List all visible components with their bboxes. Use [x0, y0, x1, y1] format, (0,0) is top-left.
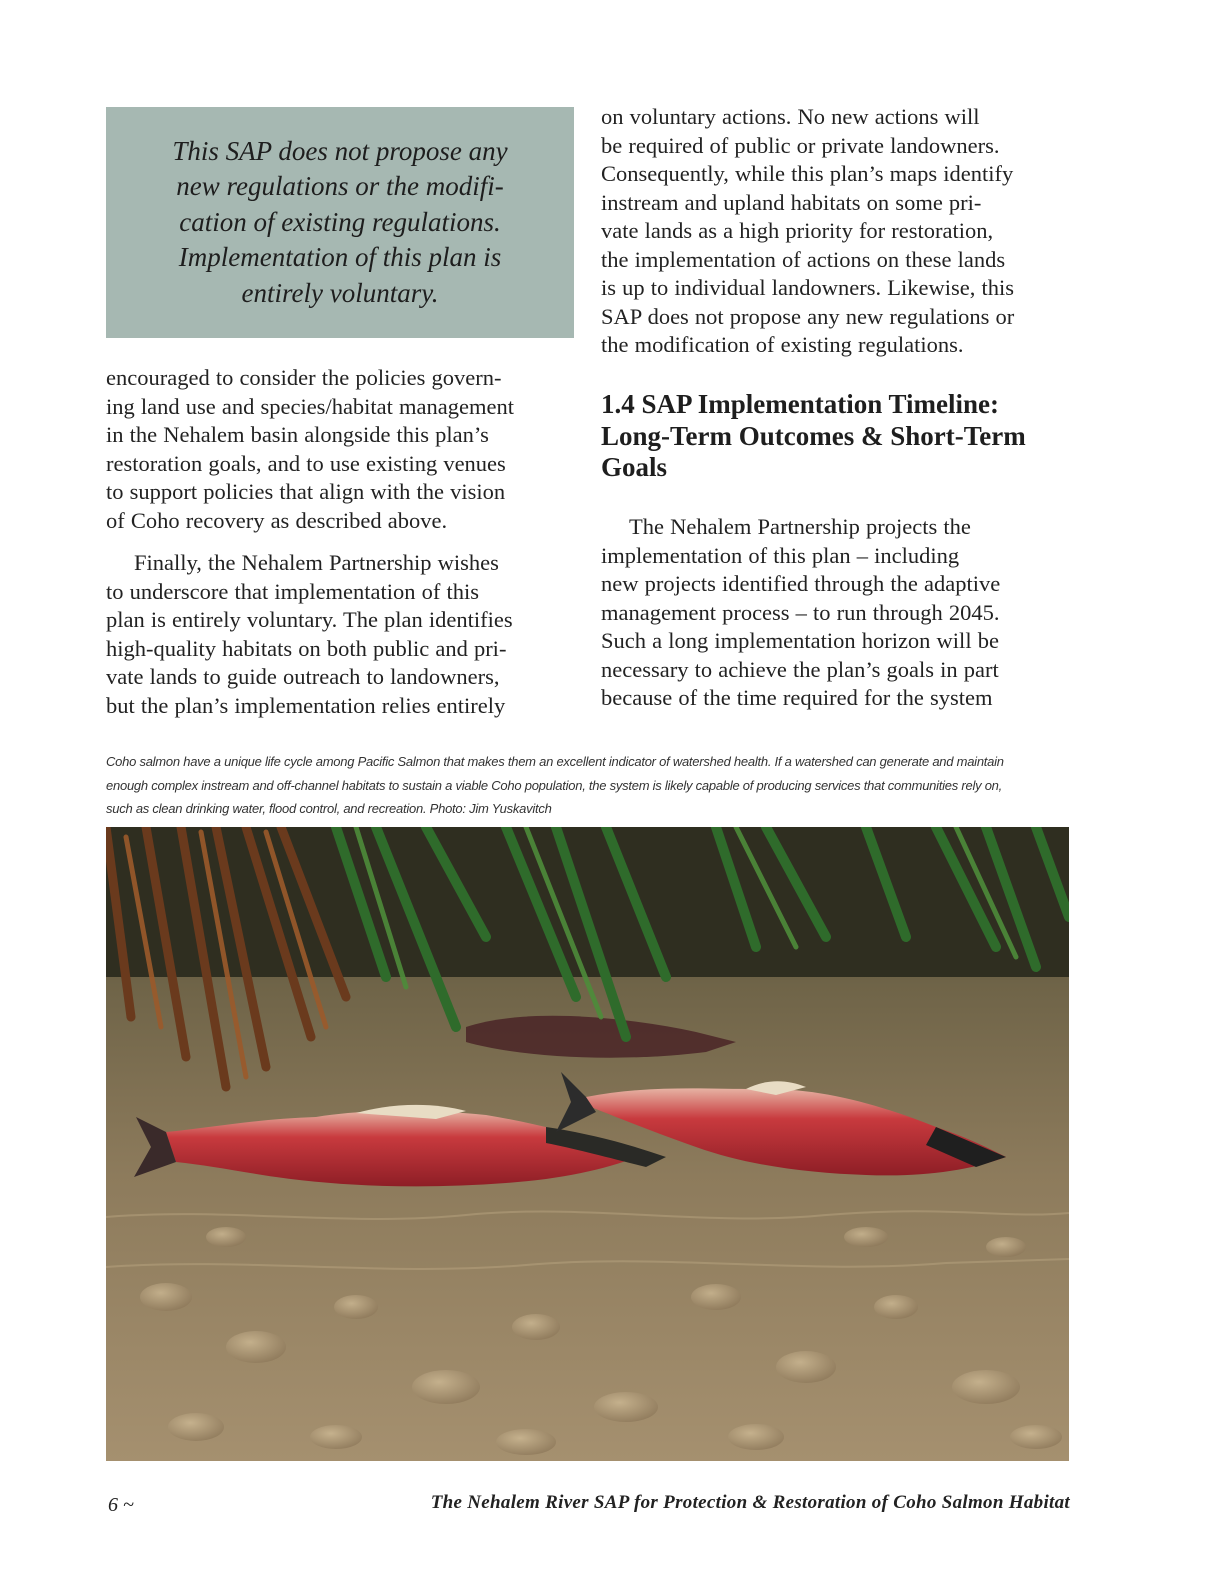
- text-line: instream and upland habitats on some pri-: [601, 189, 982, 215]
- page-number: 6 ~: [108, 1494, 134, 1516]
- text-line: SAP does not propose any new regulations or: [601, 303, 1015, 329]
- right-paragraph-2: [601, 513, 1081, 713]
- text-line: implementation of this plan – including: [601, 542, 960, 568]
- text-line: plan is entirely voluntary. The plan identifies: [106, 607, 513, 632]
- running-footer-title: The Nehalem River SAP for Protection & Restoration of Coho Salmon Habitat: [430, 1492, 1070, 1513]
- heading-line: Long-Term Outcomes & Short-Term: [601, 420, 1026, 451]
- text-line: Consequently, while this plan’s maps identify: [601, 161, 1014, 186]
- text-line: of Coho recovery as described above.: [106, 507, 448, 533]
- text-line: the implementation of actions on these lands: [601, 246, 1006, 272]
- text-line: high-quality habitats on both public and pri-: [106, 635, 507, 661]
- text-line: but the plan’s implementation relies entirely: [106, 692, 506, 718]
- pullquote-line: This SAP does not propose any: [172, 135, 508, 166]
- text-line: Such a long implementation horizon will be: [601, 628, 999, 653]
- text-line: Finally, the Nehalem Partnership wishes: [134, 550, 499, 575]
- text-line: is up to individual landowners. Likewise, this: [601, 275, 1014, 300]
- pullquote-line: cation of existing regulations.: [179, 206, 501, 237]
- text-line: the modification of existing regulations.: [601, 332, 964, 357]
- text-line: to support policies that align with the vision: [106, 479, 506, 504]
- text-line: on voluntary actions. No new actions will: [601, 104, 980, 129]
- text-line: vate lands to guide outreach to landowners,: [106, 664, 500, 689]
- pullquote-line: entirely voluntary.: [241, 277, 439, 308]
- text-line: The Nehalem Partnership projects the: [629, 514, 971, 539]
- left-paragraph-2: [106, 549, 586, 720]
- caption-line: enough complex instream and off-channel habitats to sustain a viable Coho population, the system is likely capable of producing services that communities rely on,: [106, 777, 1003, 793]
- photo-caption: [106, 750, 1086, 821]
- heading-line: Goals: [601, 452, 668, 482]
- caption-line: Coho salmon have a unique life cycle among Pacific Salmon that makes them an excellent indicator of watershed health. If a watershed can generate and maintain: [106, 754, 1004, 769]
- left-paragraph-1: [106, 364, 586, 535]
- text-line: restoration goals, and to use existing venues: [106, 450, 506, 476]
- text-line: necessary to achieve the plan’s goals in part: [601, 656, 999, 682]
- text-line: because of the time required for the system: [601, 685, 993, 710]
- text-line: ing land use and species/habitat management: [106, 393, 514, 419]
- pullquote-line: Implementation of this plan is: [178, 242, 502, 273]
- text-line: new projects identified through the adaptive: [601, 571, 1001, 596]
- section-heading: [601, 389, 1081, 484]
- caption-line: such as clean drinking water, flood control, and recreation. Photo: Jim Yuskavitch: [106, 801, 552, 816]
- text-line: encouraged to consider the policies govern-: [106, 365, 502, 390]
- text-line: to underscore that implementation of this: [106, 578, 480, 604]
- pullquote-line: new regulations or the modifi-: [176, 171, 504, 202]
- coho-salmon-photo: [106, 827, 1069, 1461]
- right-paragraph-1: [601, 103, 1081, 360]
- pullquote-box: [106, 107, 574, 338]
- pullquote-text: [172, 134, 507, 312]
- text-line: management process – to run through 2045.: [601, 599, 1000, 625]
- text-line: vate lands as a high priority for restoration,: [601, 218, 994, 243]
- heading-line: 1.4 SAP Implementation Timeline:: [601, 389, 1000, 419]
- text-line: be required of public or private landowners.: [601, 132, 1000, 158]
- text-line: in the Nehalem basin alongside this plan’s: [106, 422, 489, 447]
